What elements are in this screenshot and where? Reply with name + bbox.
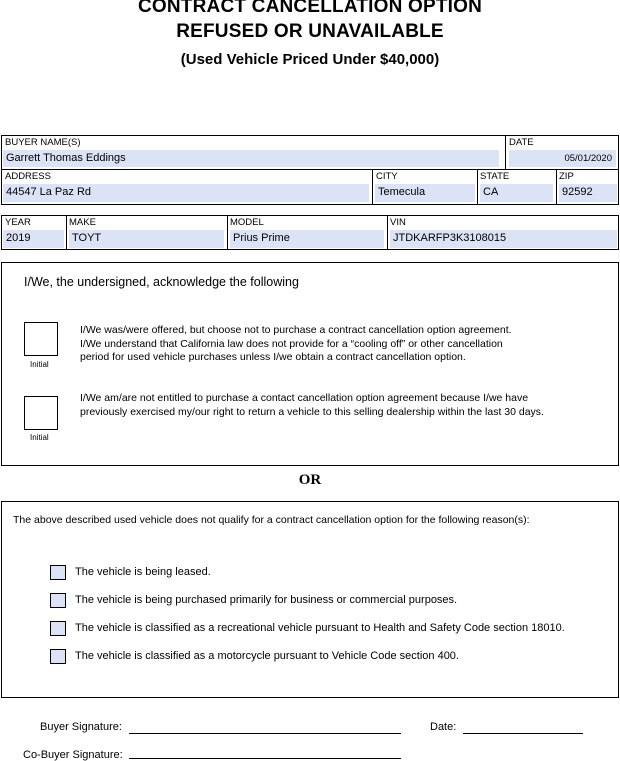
year-label: YEAR	[5, 217, 31, 228]
make-field[interactable]: TOYT	[69, 230, 224, 248]
buyer-name-label: BUYER NAME(S)	[5, 137, 81, 148]
reason-checkbox-motorcycle[interactable]	[50, 649, 66, 664]
acknowledge-item-1-line-2: I/We understand that California law does not provide for a “cooling off” or other cancellation	[80, 337, 503, 350]
buyer-name-field[interactable]: Garrett Thomas Eddings	[3, 150, 499, 167]
reasons-heading: The above described used vehicle does not qualify for a contract cancellation option for the following reason(s):	[13, 514, 530, 526]
acknowledge-item-2-line-2: previously exercised my/our right to return a vehicle to this selling dealership within the last 30 days.	[80, 405, 544, 418]
reason-text-recreational: The vehicle is classified as a recreational vehicle pursuant to Health and Safety Code section 18010.	[75, 622, 565, 634]
model-field[interactable]: Prius Prime	[230, 230, 384, 248]
vin-label: VIN	[390, 217, 406, 228]
form-title-line2: REFUSED OR UNAVAILABLE	[176, 21, 444, 42]
vin-field[interactable]: JTDKARFP3K3108015	[390, 230, 617, 248]
zip-field[interactable]: 92592	[559, 184, 617, 202]
reason-text-leased: The vehicle is being leased.	[75, 566, 211, 578]
form-title-line1: CONTRACT CANCELLATION OPTION	[137, 0, 483, 17]
reason-text-business: The vehicle is being purchased primarily for business or commercial purposes.	[75, 594, 458, 606]
acknowledge-item-2	[80, 392, 544, 419]
cobuyer-signature-line[interactable]	[129, 758, 401, 759]
vehicle-info-box	[1, 215, 619, 250]
state-label: STATE	[480, 171, 510, 182]
address-field[interactable]: 44547 La Paz Rd	[3, 184, 369, 202]
reasons-box	[1, 501, 619, 698]
signature-date-label: Date:	[430, 721, 457, 733]
acknowledge-item-2-line-1: I/We am/are not entitled to purchase a contact cancellation option agreement because I/we have	[80, 392, 529, 404]
initial-box-1[interactable]	[24, 322, 58, 356]
signature-date-line[interactable]	[463, 733, 583, 734]
make-label: MAKE	[69, 217, 96, 228]
acknowledge-item-1-line-3: period for used vehicle purchases unless I/we obtain a contract cancellation option.	[80, 351, 466, 363]
address-label: ADDRESS	[5, 171, 51, 182]
date-label: DATE	[509, 137, 534, 148]
reason-checkbox-business[interactable]	[50, 593, 66, 608]
acknowledge-item-1-line-1: I/We was/were offered, but choose not to purchase a contract cancellation option agreement.	[80, 324, 512, 336]
buyer-signature-label: Buyer Signature:	[40, 721, 122, 733]
city-field[interactable]: Temecula	[375, 184, 475, 202]
zip-label: ZIP	[559, 171, 574, 182]
cobuyer-signature-label: Co-Buyer Signature:	[23, 749, 123, 761]
acknowledge-item-1	[80, 324, 512, 365]
model-label: MODEL	[230, 217, 264, 228]
initial-label-2: Initial	[30, 433, 49, 442]
acknowledge-box	[1, 262, 619, 466]
buyer-info-box	[1, 135, 619, 205]
year-field[interactable]: 2019	[3, 230, 64, 248]
date-field[interactable]: 05/01/2020	[509, 150, 616, 167]
reason-checkbox-recreational[interactable]	[50, 621, 66, 636]
reason-checkbox-leased[interactable]	[50, 565, 66, 580]
acknowledge-heading: I/We, the undersigned, acknowledge the following	[24, 275, 299, 289]
initial-box-2[interactable]	[24, 396, 58, 430]
city-label: CITY	[376, 171, 398, 182]
form-subtitle: (Used Vehicle Priced Under $40,000)	[180, 51, 440, 68]
or-separator: OR	[298, 472, 322, 488]
reason-text-motorcycle: The vehicle is classified as a motorcycle pursuant to Vehicle Code section 400.	[75, 650, 459, 662]
buyer-signature-line[interactable]	[129, 733, 401, 734]
initial-label-1: Initial	[30, 360, 49, 369]
state-field[interactable]: CA	[480, 184, 553, 202]
